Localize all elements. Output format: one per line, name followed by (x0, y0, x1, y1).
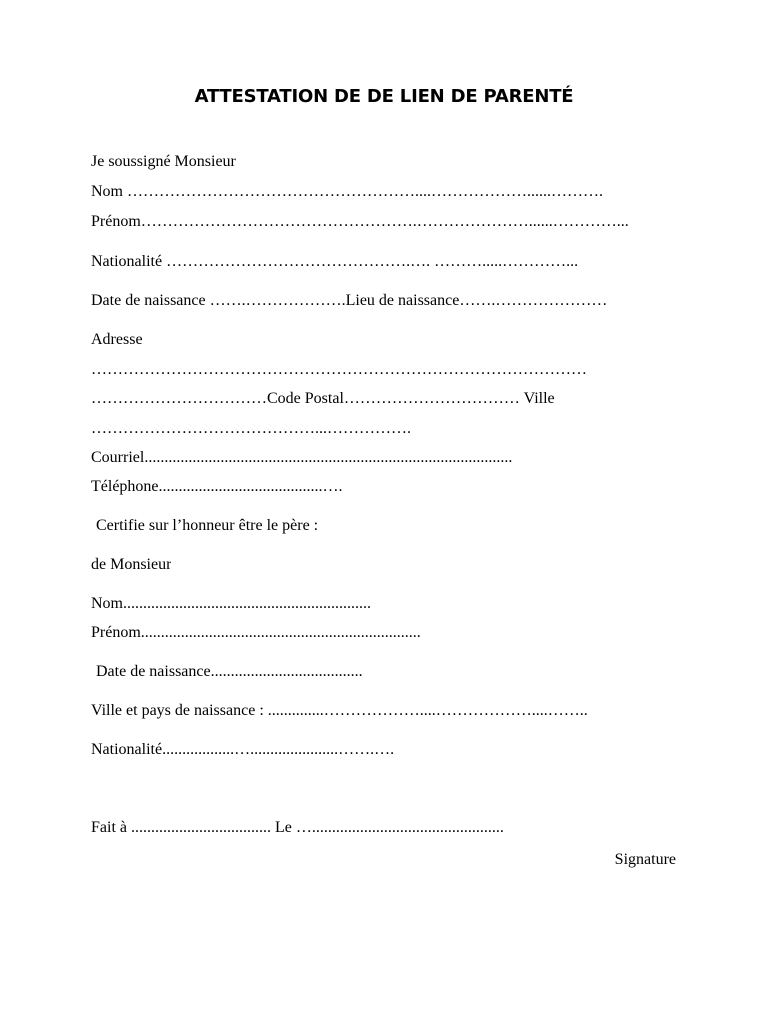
child-intro: de Monsieur (91, 556, 172, 573)
signature-label: Signature (614, 851, 676, 868)
declarant-prenom-field: Prénom…………………………………………….…………………......…………... (91, 213, 629, 230)
child-ville-pays-field: Ville et pays de naissance : ..............………………....………………....…….. (91, 702, 588, 719)
child-prenom-field: Prénom...................................................................... (91, 624, 421, 641)
child-date-naissance-field: Date de naissance...................................... (96, 663, 363, 680)
certification-statement: Certifie sur l’honneur être le père : (96, 517, 319, 534)
child-nom-field: Nom.............................................................. (91, 595, 371, 612)
declarant-intro: Je soussigné Monsieur (91, 153, 236, 170)
fait-a-le-field: Fait à ................................... Le …................................................ (91, 819, 504, 836)
document-title: ATTESTATION DE DE LIEN DE PARENTÉ (194, 86, 574, 107)
declarant-adresse-line-2: ……………………………Code Postal…………………………… Ville (91, 390, 555, 407)
declarant-telephone-field: Téléphone.........................................…. (91, 478, 343, 495)
declarant-adresse-line-1: ………………………………………………………………………………… (91, 361, 587, 378)
declarant-courriel-field: Courriel............................................................................................ (91, 449, 513, 466)
declarant-naissance-field: Date de naissance …….……………….Lieu de naissance…….………………… (91, 292, 608, 309)
child-nationalite-field: Nationalité..................…......................…….…. (91, 741, 395, 758)
declarant-nom-field: Nom ………………………………………………....………………......………. (91, 183, 603, 200)
declarant-adresse-line-3: ……………………………………...……………. (91, 420, 411, 437)
declarant-nationalite-field: Nationalité ……………………………………….…. ……….....…………... (91, 253, 579, 270)
declarant-adresse-label: Adresse (91, 331, 143, 348)
